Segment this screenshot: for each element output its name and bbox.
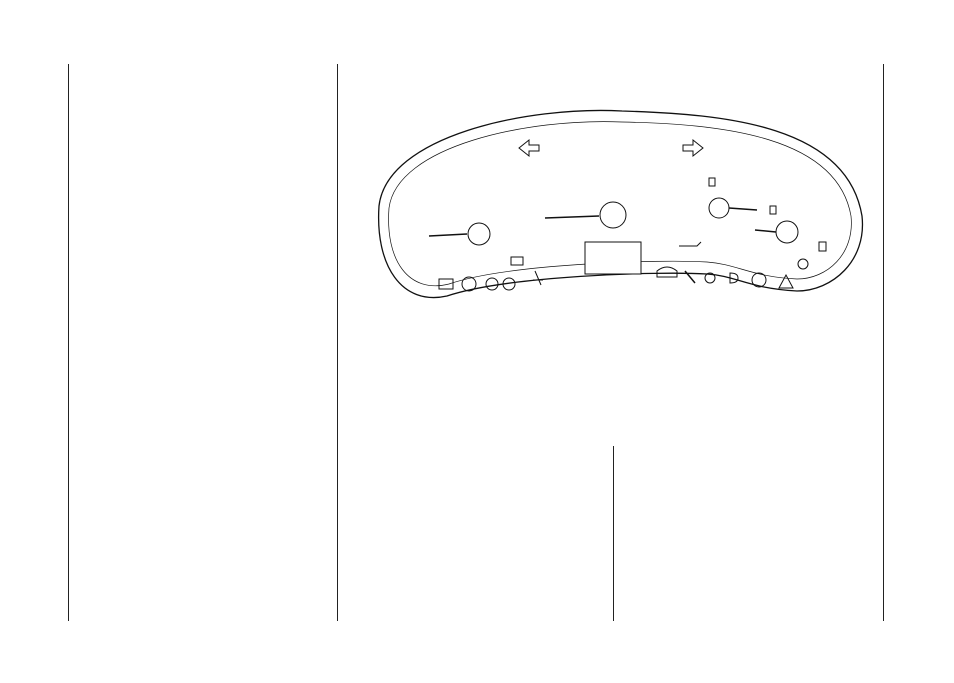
instrument-cluster-diagram bbox=[357, 66, 884, 366]
engine-check-icon bbox=[439, 279, 453, 289]
fuel-hub bbox=[776, 221, 798, 243]
fuel-tank-icon bbox=[770, 206, 776, 214]
fuel-pump-icon bbox=[819, 242, 826, 251]
oil-pressure-icon bbox=[679, 242, 701, 246]
temperature-hub bbox=[709, 198, 729, 218]
fuel-needle bbox=[755, 230, 776, 232]
speedometer-hub bbox=[600, 202, 626, 228]
tachometer-needle bbox=[429, 234, 467, 236]
abs-icon bbox=[486, 278, 498, 290]
left-column-rule bbox=[68, 64, 69, 621]
temperature-needle bbox=[729, 208, 757, 210]
speedometer-needle bbox=[545, 216, 599, 218]
left-turn-arrow-icon bbox=[519, 140, 539, 156]
coolant-icon bbox=[709, 178, 715, 186]
low-fuel-icon bbox=[798, 259, 808, 269]
fog-light-icon bbox=[752, 273, 766, 287]
odometer-display bbox=[585, 242, 641, 274]
right-column bbox=[624, 446, 877, 454]
inner-column-rule bbox=[613, 446, 614, 621]
door-open-icon bbox=[657, 267, 677, 277]
tachometer-hub bbox=[468, 223, 490, 245]
right-turn-arrow-icon bbox=[683, 140, 703, 156]
hazard-triangle-icon bbox=[779, 275, 793, 288]
seatbelt-icon bbox=[533, 271, 543, 285]
left-column bbox=[87, 62, 327, 102]
battery-icon bbox=[511, 257, 523, 265]
brake-icon bbox=[462, 277, 476, 291]
middle-column-rule bbox=[337, 64, 338, 621]
